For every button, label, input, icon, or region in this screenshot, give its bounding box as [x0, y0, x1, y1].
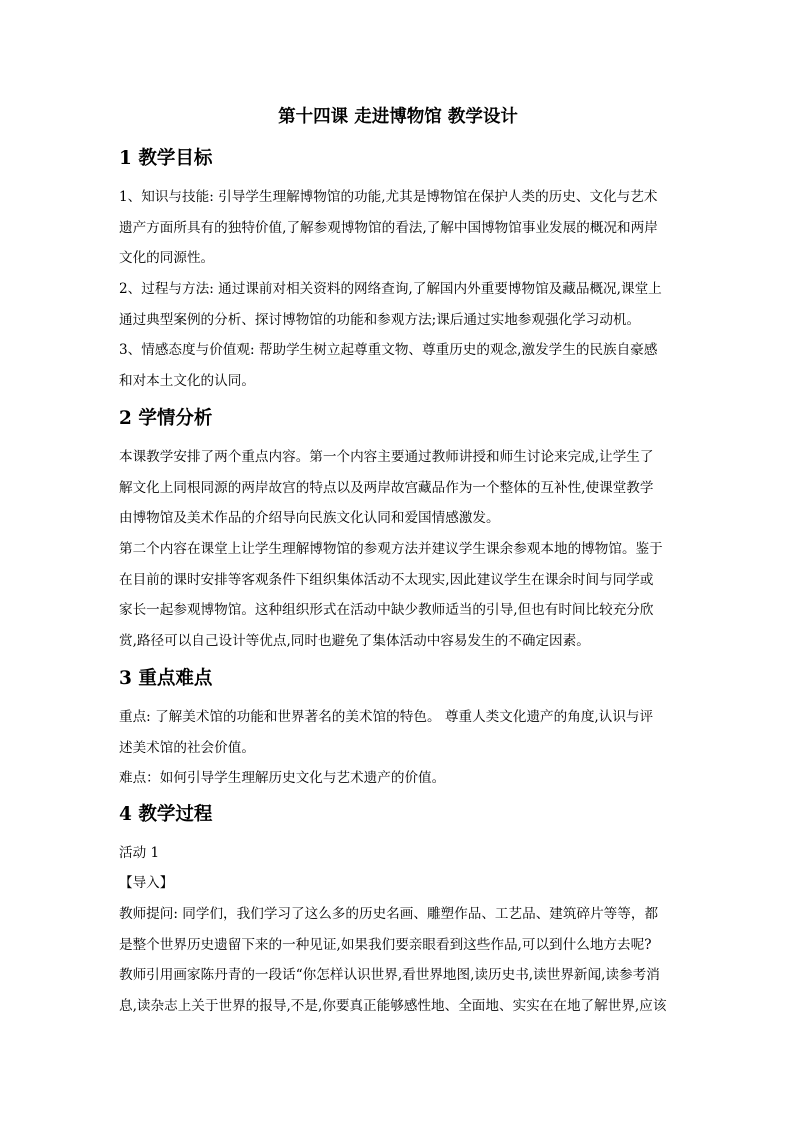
paragraph-difficult-points [119, 763, 677, 794]
text-line: 息,读杂志上关于世界的报导,不是,你要真正能够感性地、全面地、实实在在地了解世界,应该 [119, 997, 667, 1014]
document-title: 第十四课 走进博物馆 教学设计 [278, 107, 518, 127]
text-line: 述美术馆的社会价值。 [119, 739, 255, 756]
text-line: 是整个世界历史遗留下来的一种见证,如果我们要亲眼看到这些作品,可以到什么地方去呢? [119, 936, 652, 953]
text-line: 难点：如何引导学生理解历史文化与艺术遗产的价值。 [119, 770, 446, 786]
paragraph-key-points [119, 702, 677, 763]
text-line: 活动 1 [119, 845, 160, 861]
paragraph-learner-analysis-2 [119, 534, 677, 656]
paragraph-learner-analysis-1 [119, 442, 677, 534]
text-line: 第二个内容在课堂上让学生理解博物馆的参观方法并建议学生课余参观本地的博物馆。鉴于 [119, 541, 663, 557]
text-line: 【导入】 [119, 875, 174, 891]
paragraph-emotion-values [119, 335, 677, 396]
text-line: 教师提问: 同学们，我们学习了这么多的历史名画、雕塑作品、工艺品、建筑碎片等等，都 [119, 906, 659, 922]
paragraph-introduction-label [119, 868, 677, 899]
text-line: 赏,路径可以自己设计等优点,同时也避免了集体活动中容易发生的不确定因素。 [119, 632, 590, 649]
text-line: 重点: 了解美术馆的功能和世界著名的美术馆的特色。 尊重人类文化遗产的角度,认识与评 [119, 709, 654, 725]
paragraph-process-methods [119, 274, 677, 335]
text-line: 3、情感态度与价值观: 帮助学生树立起尊重文物、尊重历史的观念,激发学生的民族自豪感 [119, 342, 658, 358]
text-line: 在目前的课时安排等客观条件下组织集体活动不太现实,因此建议学生在课余时间与同学或 [119, 571, 654, 588]
text-line: 和对本土文化的认同。 [119, 372, 255, 389]
paragraph-teacher-question [119, 899, 677, 1021]
text-line: 教师引用画家陈丹青的一段话“你怎样认识世界,看世界地图,读历史书,读世界新闻,读参考消 [119, 967, 660, 983]
paragraph-knowledge-skills [119, 182, 677, 274]
text-line: 本课教学安排了两个重点内容。第一个内容主要通过教师讲授和师生讨论来完成,让学生了 [119, 449, 654, 465]
text-line: 文化的同源性。 [119, 250, 215, 266]
section-heading-key-difficulties: 3 重点难点 [119, 668, 213, 689]
paragraph-activity-label [119, 838, 677, 869]
text-line: 解文化上同根同源的两岸故宫的特点以及两岸故宫藏品作为一个整体的互补性,使课堂教学 [119, 479, 654, 496]
text-line: 2、过程与方法: 通过课前对相关资料的网络查询,了解国内外重要博物馆及藏品概况,课堂上 [119, 281, 662, 297]
text-line: 家长一起参观博物馆。这种组织形式在活动中缺少教师适当的引导,但也有时间比较充分欣 [119, 602, 654, 618]
text-line: 遗产方面所具有的独特价值,了解参观博物馆的看法,了解中国博物馆事业发展的概况和两岸 [119, 219, 658, 236]
section-heading-teaching-process: 4 教学过程 [119, 804, 213, 825]
text-line: 由博物馆及美术作品的介绍导向民族文化认同和爱国情感激发。 [119, 510, 500, 526]
section-heading-learner-analysis: 2 学情分析 [119, 408, 213, 429]
text-line: 1、知识与技能: 引导学生理解博物馆的功能,尤其是博物馆在保护人类的历史、文化与艺术 [119, 189, 658, 205]
text-line: 通过典型案例的分析、探讨博物馆的功能和参观方法;课后通过实地参观强化学习动机。 [119, 311, 641, 328]
section-heading-teaching-objectives: 1 教学目标 [119, 148, 213, 169]
